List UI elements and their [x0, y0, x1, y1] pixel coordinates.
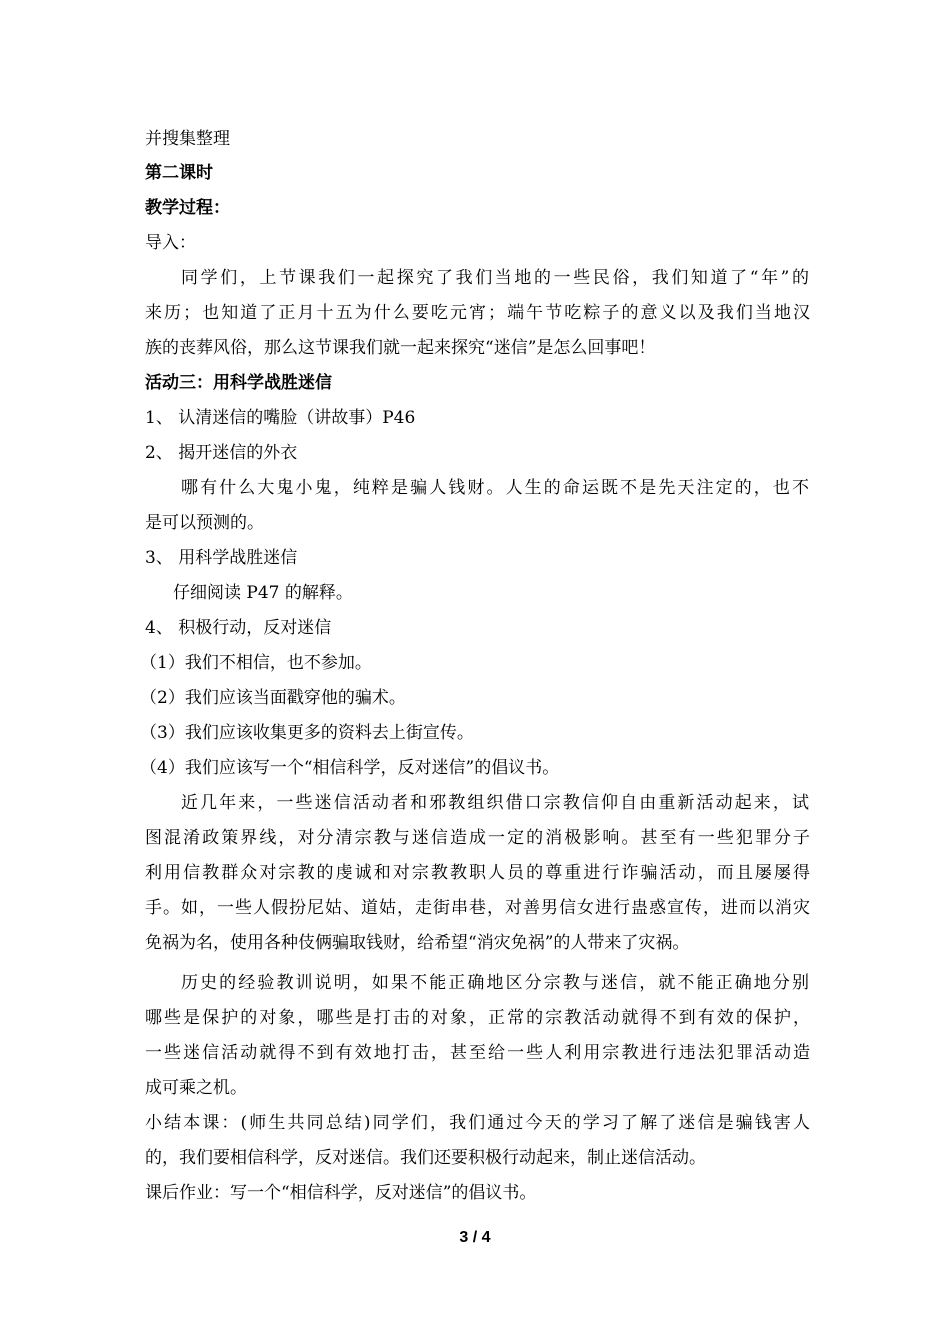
sub-item-3: （3）我们应该收集更多的资料去上街宣传。 — [140, 723, 474, 743]
sub-item-4: （4）我们应该写一个“相信科学，反对迷信”的倡议书。 — [140, 758, 560, 778]
list-item-2: 2、 揭开迷信的外衣 — [145, 443, 298, 463]
list-item-4: 4、 积极行动，反对迷信 — [145, 618, 332, 638]
list-item-2-text-line-1: 哪有什么大鬼小鬼，纯粹是骗人钱财。人生的命运既不是先天注定的，也不 — [181, 478, 809, 498]
activity-heading: 活动三：用科学战胜迷信 — [145, 373, 332, 393]
list-item-3: 3、 用科学战胜迷信 — [145, 548, 298, 568]
summary-line-2: 的，我们要相信科学，反对迷信。我们还要积极行动起来，制止迷信活动。 — [145, 1148, 706, 1168]
lesson-heading: 第二课时 — [145, 163, 213, 183]
paragraph-history-line-3: 一些迷信活动就得不到有效地打击，甚至给一些人利用宗教进行违法犯罪活动造 — [145, 1043, 810, 1063]
page-number: 3 / 4 — [459, 1229, 491, 1246]
list-item-1: 1、 认清迷信的嘴脸（讲故事）P46 — [145, 408, 416, 428]
paragraph-recent-years-line-5: 免祸为名，使用各种伎俩骗取钱财，给希望“消灾免祸”的人带来了灾祸。 — [145, 933, 690, 953]
intro-paragraph-line-2: 来历；也知道了正月十五为什么要吃元宵；端午节吃粽子的意义以及我们当地汉 — [145, 303, 810, 323]
paragraph-history-line-1: 历史的经验教训说明，如果不能正确地区分宗教与迷信，就不能正确地分别 — [181, 973, 809, 993]
list-item-3-text: 仔细阅读 P47 的解释。 — [173, 583, 353, 603]
summary-line-1: 小结本课：(师生共同总结)同学们，我们通过今天的学习了解了迷信是骗钱害人 — [145, 1113, 810, 1133]
sub-item-1: （1）我们不相信，也不参加。 — [140, 653, 372, 673]
paragraph-recent-years-line-1: 近几年来，一些迷信活动者和邪教组织借口宗教信仰自由重新活动起来，试 — [181, 793, 809, 813]
sub-item-2: （2）我们应该当面戳穿他的骗术。 — [140, 688, 406, 708]
paragraph-recent-years-line-3: 利用信教群众对宗教的虔诚和对宗教教职人员的尊重进行诈骗活动，而且屡屡得 — [145, 863, 810, 883]
paragraph-history-line-2: 哪些是保护的对象，哪些是打击的对象，正常的宗教活动就得不到有效的保护， — [145, 1008, 810, 1028]
list-item-2-text-line-2: 是可以预测的。 — [145, 513, 264, 533]
paragraph-recent-years-line-2: 图混淆政策界线，对分清宗教与迷信造成一定的消极影响。甚至有一些犯罪分子 — [145, 828, 810, 848]
paragraph-recent-years-line-4: 手。如，一些人假扮尼姑、道姑，走街串巷，对善男信女进行蛊惑宣传，进而以消灾 — [145, 898, 810, 918]
paragraph-history-line-4: 成可乘之机。 — [145, 1078, 247, 1098]
section-heading-teaching-process: 教学过程： — [145, 198, 230, 218]
intro-paragraph-line-1: 同学们，上节课我们一起探究了我们当地的一些民俗，我们知道了“年”的 — [181, 268, 809, 288]
subheading-introduction: 导入： — [145, 233, 196, 253]
homework-line: 课后作业：写一个“相信科学，反对迷信”的倡议书。 — [145, 1183, 537, 1203]
text-line-continuation: 并搜集整理 — [145, 129, 230, 149]
intro-paragraph-line-3: 族的丧葬风俗，那么这节课我们就一起来探究“迷信”是怎么回事吧！ — [145, 338, 656, 358]
